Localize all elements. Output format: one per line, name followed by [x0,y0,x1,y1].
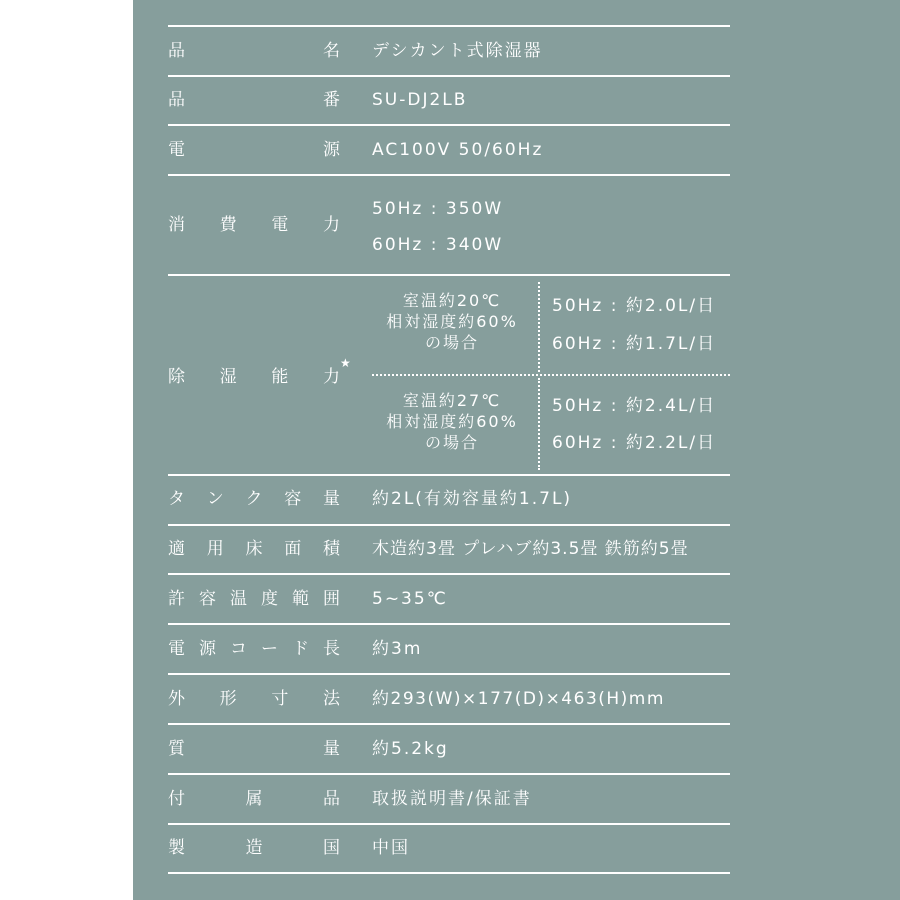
label-char: 外 [168,689,185,709]
label-char: 容 [284,489,302,509]
label-char: 費 [219,215,237,235]
spec-label [168,791,340,808]
spec-label [168,840,340,857]
spec-value: SU-DJ2LB [372,90,468,110]
label-char: 形 [219,689,237,709]
label-char: 属 [245,789,263,809]
label-char: ー [261,639,278,659]
condition-block [372,290,532,353]
spec-value: デシカント式除湿器 [372,41,543,61]
capacity-value: 50Hz : 約2.4L/日 [552,396,717,416]
label-char: 量 [323,489,340,509]
spec-value: 約293(W)×177(D)×463(H)mm [372,689,665,709]
spec-label [168,691,340,708]
label-char: 電 [168,639,185,659]
condition-text: 相対湿度約60% [386,312,518,331]
spec-label [168,142,340,159]
label-char: 品 [168,41,185,61]
divider [168,723,730,725]
spec-value: 約2L(有効容量約1.7L) [372,489,573,509]
label-char: 付 [168,789,185,809]
label-char: 源 [323,140,340,160]
divider [168,25,730,27]
condition-text: 室温約20℃ [402,291,502,310]
label-char: 能 [271,367,289,387]
capacity-value: 50Hz : 約2.0L/日 [552,296,717,316]
label-char: 許 [168,589,185,609]
spec-label [168,741,340,758]
divider [168,623,730,625]
divider [168,673,730,675]
spec-value: 木造約3畳 プレハブ約3.5畳 鉄筋約5畳 [372,539,689,559]
spec-label [168,491,340,508]
label-char: 量 [323,739,340,759]
label-char: 番 [323,90,340,110]
divider [168,872,730,874]
label-char: 用 [206,539,224,559]
label-char: ド [292,639,309,659]
label-char: 湿 [219,367,237,387]
label-char: 品 [168,90,185,110]
spec-value: 5~35℃ [372,589,448,609]
label-char: 温 [230,589,247,609]
label-char: ク [245,489,263,509]
label-char: 品 [323,789,340,809]
star-icon: ★ [340,356,351,370]
condition-text: の場合 [424,433,479,452]
divider [168,773,730,775]
spec-value: 約5.2kg [372,739,449,759]
label-char: 消 [168,215,185,235]
capacity-value: 60Hz : 約1.7L/日 [552,334,717,354]
divider [168,75,730,77]
label-char: 度 [261,589,278,609]
condition-text: 室温約27℃ [402,391,502,410]
divider [168,124,730,126]
label-char: 国 [323,838,340,858]
spec-value: AC100V 50/60Hz [372,140,544,160]
label-char: 名 [323,41,340,61]
divider [168,474,730,476]
spec-label [168,92,340,109]
label-char: 造 [245,838,263,858]
label-char: 囲 [323,589,340,609]
label-char: 除 [168,367,185,387]
label-char: 力 [322,215,340,235]
divider [168,174,730,176]
condition-text: の場合 [424,333,479,352]
label-char: 質 [168,739,185,759]
label-char: 寸 [271,689,289,709]
label-char: 製 [168,838,185,858]
label-char: 積 [323,539,340,559]
dotted-divider-horizontal [372,374,730,376]
label-char: ン [206,489,224,509]
spec-label [168,369,340,386]
label-char: 力 [322,367,340,387]
label-char: 電 [271,215,289,235]
condition-block [372,390,532,453]
spec-value: 取扱説明書/保証書 [372,789,532,809]
label-char: 容 [199,589,216,609]
spec-value: 50Hz : 350W [372,199,504,219]
spec-label [168,641,340,658]
label-char: 適 [168,539,185,559]
label-char: 法 [322,689,340,709]
divider [168,274,730,276]
dotted-divider-vertical [538,282,540,372]
spec-value: 60Hz : 340W [372,235,504,255]
label-char: タ [168,489,185,509]
label-char: 電 [168,140,185,160]
spec-label [168,541,340,558]
spec-label [168,217,340,234]
label-char: 長 [323,639,340,659]
spec-label [168,591,340,608]
label-char: コ [230,639,247,659]
condition-text: 相対湿度約60% [386,412,518,431]
divider [168,823,730,825]
label-char: 床 [245,539,263,559]
dotted-divider-vertical [538,378,540,470]
capacity-value: 60Hz : 約2.2L/日 [552,433,717,453]
label-char: 源 [199,639,216,659]
divider [168,573,730,575]
spec-value: 中国 [372,838,410,858]
spec-label [168,43,340,60]
label-char: 範 [292,589,309,609]
label-char: 面 [284,539,302,559]
spec-value: 約3m [372,639,423,659]
divider [168,524,730,526]
